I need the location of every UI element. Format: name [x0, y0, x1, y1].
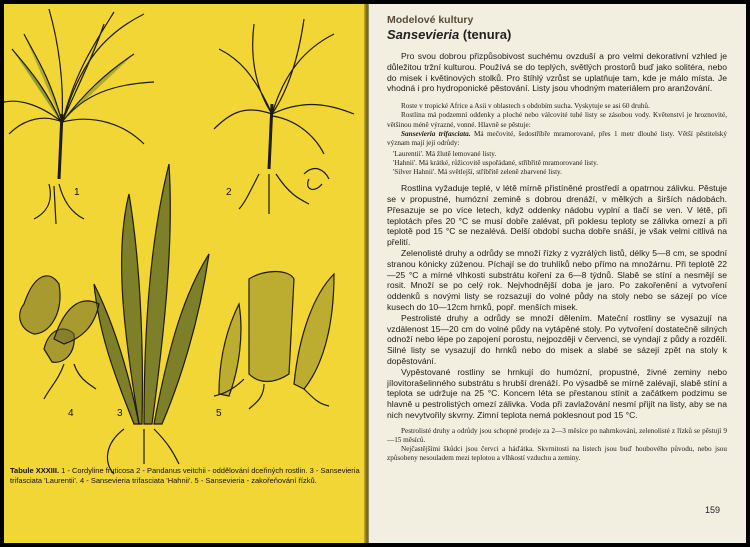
- figure-number-4: 4: [68, 408, 74, 419]
- title-species: Sansevieria: [387, 27, 460, 42]
- cultivar-list: [393, 150, 727, 177]
- sansevieria-hahnii-drawing: [20, 276, 99, 399]
- small-paragraph-2: Rostlina má podzemní oddenky a ploché nebo válcovité tuhé listy se zásobou vody. Květenství je hroznovité, většinou méně výrazné, vonné. Hlavně se pěstuje:: [387, 111, 727, 129]
- cultivar-item: 'Laurentii'. Má žlutě lemované listy.: [393, 150, 497, 159]
- paragraph-variegated-propagation: Pestrolisté druhy a odrůdy se množí dělením. Mateční rostliny se vysazují na vzdálenost 15—20 cm do volné půdy na vytápěné stoly. Po vytvoření dostatečně silných odnoží nebo lépe po zapojení porostu, nejpozději v červenci, se vyndají z půdy a rozdělí. Silné listy se vysazují do hrnků nebo do misek a slabé se sázejí zpět na stoly k dopěstování.: [387, 312, 727, 366]
- cultivar-item: 'Silver Hahnii'. Má světlejší, stříbřitě zeleně zbarvené listy.: [393, 168, 562, 177]
- plate-caption: [10, 466, 360, 486]
- paragraph-care: Rostlina vyžaduje teplé, v létě mírně přistíněné prostředí a opatrnou zálivku. Pěstuje se v propustné, humózní zemině s dobrou drenáží, v mělkých a širších nádobách. Přesazuje se po více letech, když oddenky nádobu vyplní a tlačí se ven. V létě, při teplotách přes 20 °C se musí dobře zalévat, při poklesu teploty se zálivka omezí a při teplotě pod 15 °C se nezalévá. Delší období sucha dobře snáší, je však velmi citlivá na přelití.: [387, 183, 727, 248]
- small-paragraph-sales: Pestrolisté druhy a odrůdy jsou schopné prodeje za 2—3 měsíce po nahrnkování, zelenolisté z řízků se pěstují 9—15 měsíců.: [387, 426, 727, 444]
- illustration-plate: [4, 4, 366, 543]
- small-paragraph-3: [387, 130, 727, 148]
- figure-number-1: 1: [74, 187, 80, 198]
- text-page: [369, 4, 746, 543]
- sansevieria-laurentii-drawing: [94, 164, 209, 474]
- caption-label: Tabule XXXIII.: [10, 466, 60, 475]
- page-title: [387, 27, 727, 43]
- species-name: Sansevieria trifasciata.: [401, 129, 471, 138]
- pandanus-drawing: [214, 19, 354, 214]
- figure-number-2: 2: [226, 187, 232, 198]
- book-spread: [4, 4, 746, 543]
- species-description: Má mečovité, šedostříbře mramorované, přes 1 metr dlouhé listy. Větší pěstitelský význam mají její odrůdy:: [387, 129, 727, 147]
- small-paragraph-pests: Nejčastějšími škůdci jsou červci a háďátka. Skvrnitosti na listech jsou buď houbového původu, nebo jsou způsobeny nesouladem mezi teplotou a vlhkostí vzduchu a zeminy.: [387, 445, 727, 463]
- figure-number-5: 5: [216, 408, 222, 419]
- intro-paragraph: Pro svou dobrou přizpůsobivost suchému ovzduší a pro velmi dekorativní vzhled je důležitou tržní kulturou. Používá se do teplých, světlých prostorů buď jako solitéra, nebo do misek i květinových stolků. Pro štíhlý vzrůst se uplatňuje tam, kde je málo místa. Je vhodná i pro hydroponické pěstování. Listy jsou vhodným materiálem pro aranžování.: [387, 51, 727, 94]
- paragraph-potting: Vypěstované rostliny se hrnkují do humózní, propustné, živné zeminy nebo jílovitorašelinného substrátu s hrubší drenáží. Po výsadbě se mírně zalévají, slabě stíní a teplota se udržuje na 25 °C. Koncem léta se přestanou stínit a začátkem podzimu se hlavně u pestrolistých omezí zálivka. Voda při zavlažování nesmí přijít na listy, aby se na nich nevytvořily skvrny. Zimní teplota nemá poklesnout pod 15 °C.: [387, 366, 727, 420]
- small-paragraph-1: Roste v tropické Africe a Asii v oblastech s obdobím sucha. Vyskytuje se asi 60 druhů.: [401, 102, 650, 111]
- section-label: Modelové kultury: [387, 14, 474, 26]
- botanical-illustration: [4, 4, 366, 543]
- paragraph-green-propagation: Zelenolisté druhy a odrůdy se množí řízky z vyzrálých listů, délky 5—8 cm, se spodní stranou kónicky zúženou. Píchají se do truhlíků nebo přímo na množárnu. Při teplotě 22—25 °C a mírné vlhkosti substrátu koření za 6—8 týdnů. Slabě se stíní a nesmějí se rosit. Množí se po celý rok. Nejvhodnější doba je jaro. Po zakořenění a vytvoření oddenků s novými listy se rozsazují do volné půdy na stoly nebo se sázejí po více kusech do 10—12cm hrnků, popř. menších misek.: [387, 247, 727, 312]
- title-common: (tenura): [459, 27, 512, 42]
- text-column: [387, 14, 727, 464]
- caption-text: 1 - Cordyline fruticosa 2 - Pandanus veitchii - oddělování dceřiných rostlin. 3 - Sansevieria trifasciata 'Laurentii'. 4 - Sansevieria trifasciata 'Hahnii'. 5 - Sansevieria - zakořeňování řízků.: [10, 466, 360, 485]
- cultivar-item: 'Hahnii'. Má krátké, růžicovitě uspořádané, stříbřitě mramorované listy.: [393, 159, 599, 168]
- figure-number-3: 3: [117, 408, 123, 419]
- page-number: 159: [704, 505, 720, 515]
- sansevieria-cuttings-drawing: [214, 272, 334, 410]
